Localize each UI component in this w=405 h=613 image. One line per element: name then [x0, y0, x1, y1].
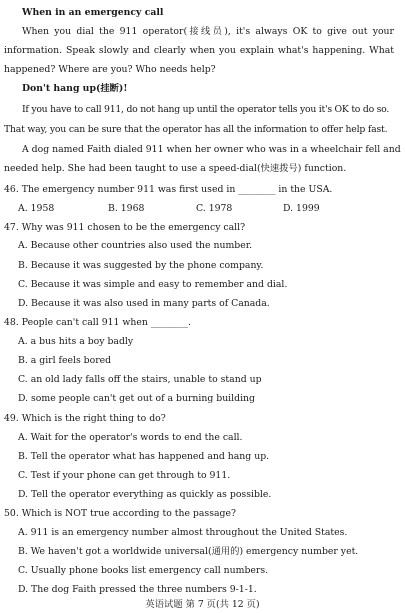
paragraph-1-line-2: information. Speak slowly and clearly when you explain what's happening. What: [4, 45, 394, 56]
paragraph-3-line-2: needed help. She had been taught to use a speed-dial(快速拨号) function.: [4, 163, 347, 174]
question-46-option-d: D. 1999: [283, 203, 320, 214]
page-footer: 英语试题 第 7 页(共 12 页): [145, 599, 260, 610]
question-50-option-b: B. We haven't got a worldwide universal(通用的) emergency number yet.: [18, 546, 359, 557]
question-50-stem: 50. Which is NOT true according to the passage?: [4, 508, 236, 519]
question-47-option-b: B. Because it was suggested by the phone company.: [18, 260, 264, 271]
question-48-option-d: D. some people can't get out of a burning building: [18, 393, 255, 404]
question-49-stem: 49. Which is the right thing to do?: [4, 413, 166, 424]
paragraph-2-line-2: That way, you can be sure that the operator has all the information to offer help fast.: [4, 124, 388, 135]
question-49-option-d: D. Tell the operator everything as quickly as possible.: [18, 489, 272, 500]
section-heading-emergency-call: When in an emergency call: [22, 7, 164, 18]
question-50-option-a: A. 911 is an emergency number almost throughout the United States.: [18, 527, 348, 538]
question-47-option-c: C. Because it was simple and easy to remember and dial.: [18, 279, 288, 290]
question-46-option-b: B. 1968: [108, 203, 145, 214]
question-48-option-a: A. a bus hits a boy badly: [18, 336, 134, 347]
question-49-option-a: A. Wait for the operator's words to end the call.: [18, 432, 243, 443]
paragraph-1-line-1: When you dial the 911 operator(接线员), it's always OK to give out your: [22, 26, 394, 37]
section-heading-dont-hang-up: Don't hang up(挂断)!: [22, 83, 128, 94]
question-46-option-a: A. 1958: [18, 203, 55, 214]
question-46-option-c: C. 1978: [196, 203, 233, 214]
question-47-stem: 47. Why was 911 chosen to be the emergency call?: [4, 222, 246, 233]
question-49-option-b: B. Tell the operator what has happened and hang up.: [18, 451, 270, 462]
question-48-stem: 48. People can't call 911 when ________.: [4, 317, 191, 328]
question-48-option-b: B. a girl feels bored: [18, 355, 112, 366]
paragraph-1-line-3: happened? Where are you? Who needs help?: [4, 64, 216, 75]
question-50-option-c: C. Usually phone books list emergency call numbers.: [18, 565, 269, 576]
question-47-option-a: A. Because other countries also used the number.: [18, 240, 253, 251]
question-49-option-c: C. Test if your phone can get through to 911.: [18, 470, 231, 481]
paragraph-2-line-1: If you have to call 911, do not hang up until the operator tells you it's OK to do so.: [22, 104, 390, 115]
question-46-stem: 46. The emergency number 911 was first used in ________ in the USA.: [4, 184, 333, 195]
question-50-option-d: D. The dog Faith pressed the three numbers 9-1-1.: [18, 584, 257, 595]
paragraph-3-line-1: A dog named Faith dialed 911 when her owner who was in a wheelchair fell and: [22, 144, 401, 155]
question-48-option-c: C. an old lady falls off the stairs, unable to stand up: [18, 374, 262, 385]
question-47-option-d: D. Because it was also used in many parts of Canada.: [18, 298, 270, 309]
